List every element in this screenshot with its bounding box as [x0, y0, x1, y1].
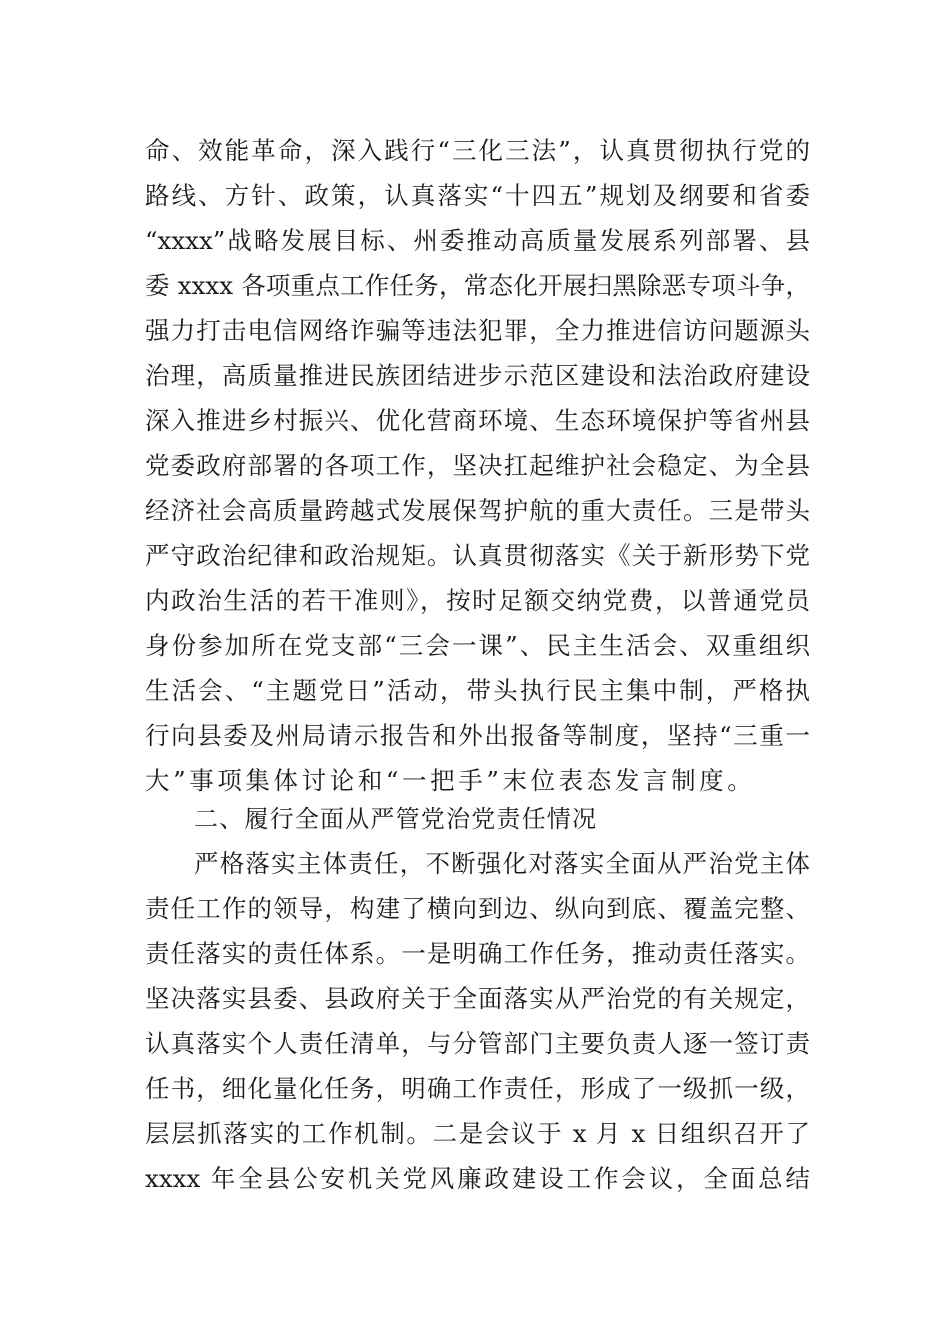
paragraph-1-line-9: 经济社会高质量跨越式发展保驾护航的重大责任。三是带头	[145, 496, 810, 525]
paragraph-1-line-1: 命、效能革命，深入践行“三化三法”，认真贯彻执行党的	[145, 136, 810, 165]
paragraph-2-line-4: 坚决落实县委、县政府关于全面落实从严治党的有关规定，	[145, 984, 810, 1013]
paragraph-2-line-7: 层层抓落实的工作机制。二是会议于 x 月 x 日组织召开了	[145, 1119, 810, 1148]
paragraph-1-line-13: 生活会、“主题党日”活动，带头执行民主集中制，严格执	[145, 676, 810, 705]
paragraph-1-line-14: 行向县委及州局请示报告和外出报备等制度，坚持“三重一	[145, 721, 810, 750]
paragraph-1-line-5: 强力打击电信网络诈骗等违法犯罪，全力推进信访问题源头	[145, 316, 810, 345]
paragraph-1-line-4: 委 xxxx 各项重点工作任务，常态化开展扫黑除恶专项斗争，	[145, 271, 810, 300]
paragraph-1-line-12: 身份参加所在党支部“三会一课”、民主生活会、双重组织	[145, 631, 810, 660]
paragraph-1-line-15: 大”事项集体讨论和“一把手”末位表态发言制度。	[145, 766, 756, 795]
paragraph-1-line-10: 严守政治纪律和政治规矩。认真贯彻落实《关于新形势下党	[145, 541, 810, 570]
section-heading: 二、履行全面从严管党治党责任情况	[194, 805, 598, 833]
paragraph-2-line-6: 任书，细化量化任务，明确工作责任，形成了一级抓一级，	[145, 1074, 810, 1103]
paragraph-1-line-6: 治理，高质量推进民族团结进步示范区建设和法治政府建设	[145, 361, 810, 390]
paragraph-2-line-3: 责任落实的责任体系。一是明确工作任务，推动责任落实。	[145, 939, 810, 968]
paragraph-1-line-2: 路线、方针、政策，认真落实“十四五”规划及纲要和省委	[145, 181, 810, 210]
paragraph-2-line-1: 严格落实主体责任，不断强化对落实全面从严治党主体	[194, 849, 810, 878]
paragraph-1-line-7: 深入推进乡村振兴、优化营商环境、生态环境保护等省州县	[145, 406, 810, 435]
paragraph-1-line-8: 党委政府部署的各项工作，坚决扛起维护社会稳定、为全县	[145, 451, 810, 480]
paragraph-1-line-11: 内政治生活的若干准则》，按时足额交纳党费，以普通党员	[145, 586, 810, 615]
paragraph-1-line-3: “xxxx”战略发展目标、州委推动高质量发展系列部署、县	[145, 226, 810, 255]
paragraph-2-line-8: xxxx 年全县公安机关党风廉政建设工作会议，全面总结	[145, 1164, 810, 1193]
paragraph-2-line-5: 认真落实个人责任清单，与分管部门主要负责人逐一签订责	[145, 1029, 810, 1058]
paragraph-2-line-2: 责任工作的领导，构建了横向到边、纵向到底、覆盖完整、	[145, 894, 810, 923]
